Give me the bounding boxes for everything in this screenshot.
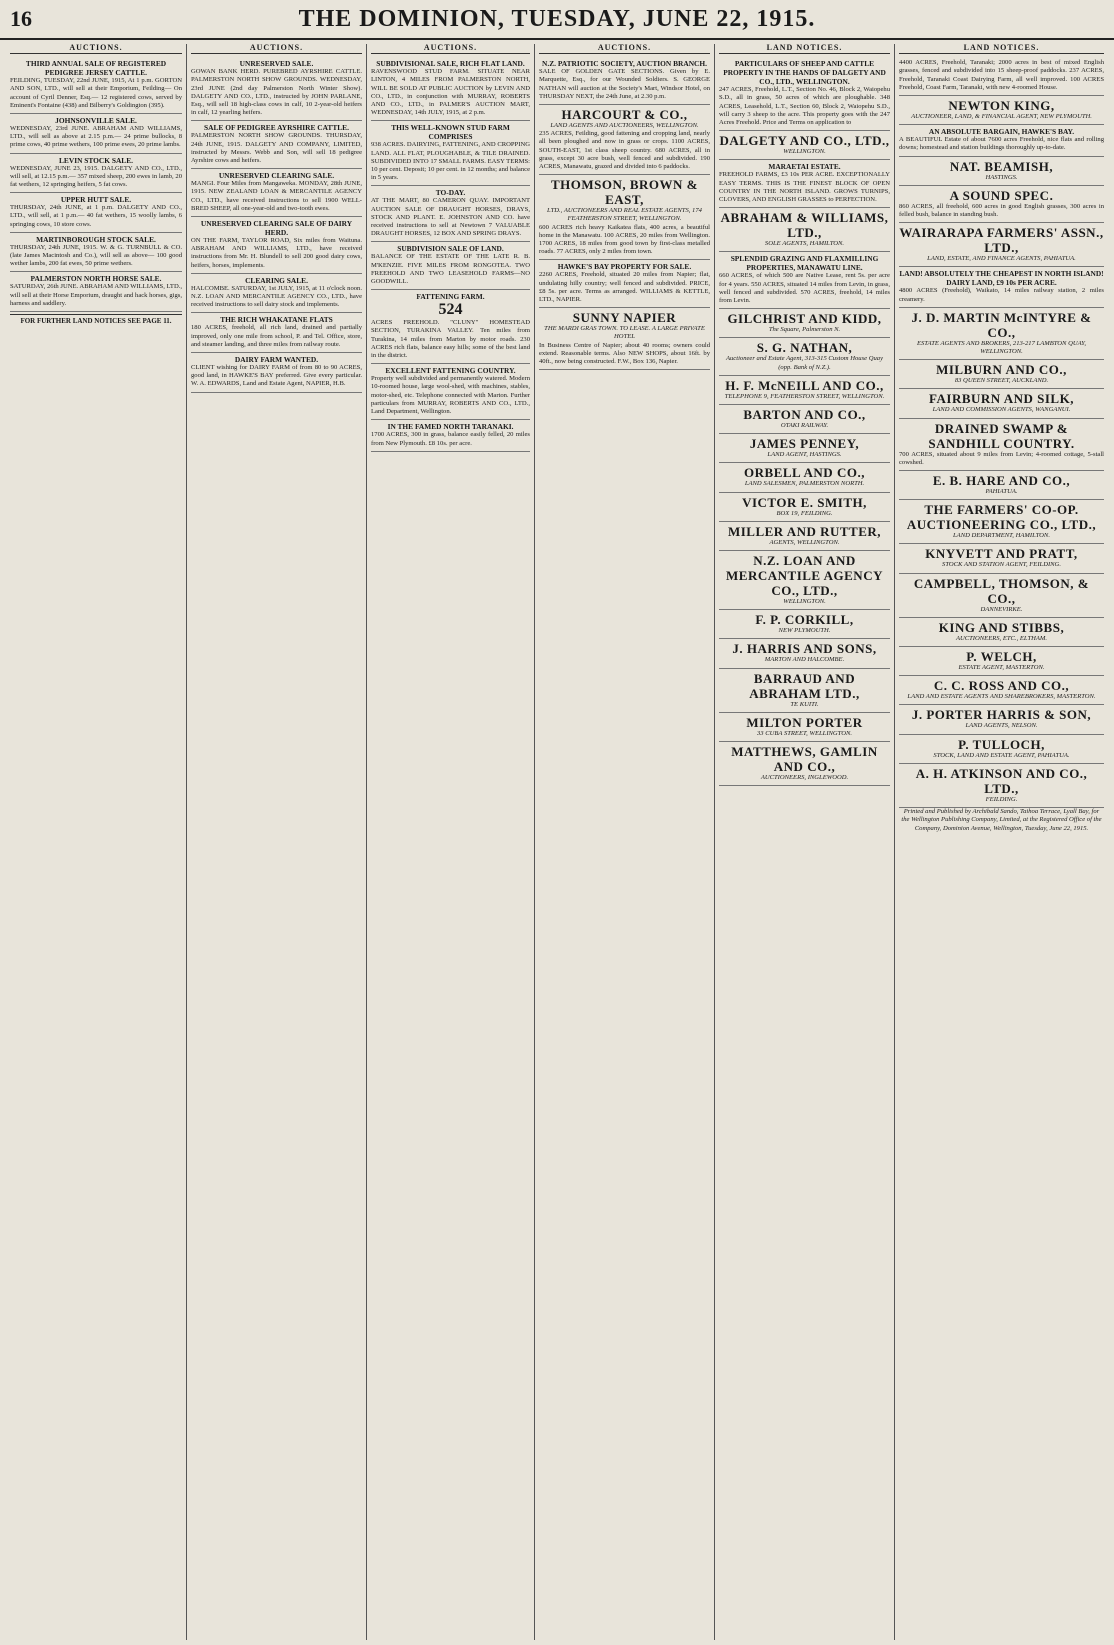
- ad-title: HARCOURT & CO.,: [561, 107, 688, 123]
- ad-body-text: 4400 ACRES, Freehold, Taranaki; 2000 acres in best of mixed English grasses, fenced and subdivided into 15 sheep-proof paddocks. 237 ACRES, Freehold, Taranaki Coast Dairying Farm, all well improved. 100 ACRES Freehold, Coast Farm, Taranaki, with new 4-roomed House.: [899, 59, 1104, 91]
- advertisement: [719, 252, 890, 309]
- advertisement: [10, 233, 182, 273]
- ad-title: P. TULLOCH,: [958, 736, 1045, 752]
- columns-area: [6, 44, 1108, 1640]
- ad-subtitle: STOCK, LAND AND ESTATE AGENT, PAHIATUA.: [933, 751, 1070, 759]
- ad-body-text: 2260 ACRES, Freehold, situated 20 miles from Napier; flat, undulating hilly country; well fenced and subdivided. PRICE, £8 5s. per acre. Terms as arranged. WILLIAMS & KETTLE, LTD., NAPIER.: [539, 271, 710, 304]
- advertisement: [719, 639, 890, 668]
- ad-subtitle: LAND, ESTATE, AND FINANCE AGENTS, PAHIATUA.: [927, 255, 1076, 263]
- ad-subtitle: WELLINGTON.: [783, 598, 826, 606]
- masthead: [0, 0, 1114, 40]
- ad-heading: DAIRY FARM WANTED.: [234, 355, 319, 365]
- ad-subtitle: LAND AGENTS, NELSON.: [965, 722, 1038, 730]
- ad-heading: SPLENDID GRAZING AND FLAXMILLING PROPERTIES, MANAWATU LINE.: [730, 254, 879, 273]
- advertisement: [719, 405, 890, 434]
- ad-body-text: 860 ACRES, all freehold, 600 acres in good English grasses, 300 acres in felled bush, balance in standing bush.: [899, 202, 1104, 219]
- ad-subtitle: NEW PLYMOUTH.: [778, 627, 831, 635]
- page-reference-footer: FOR FURTHER LAND NOTICES SEE PAGE 11.: [10, 314, 182, 325]
- ad-title: DALGETY AND CO., LTD.,: [719, 133, 890, 149]
- ad-heading: THE RICH WHAKATANE FLATS: [220, 315, 333, 325]
- ad-heading: SALE OF PEDIGREE AYRSHIRE CATTLE.: [204, 123, 349, 133]
- advertisement: [10, 272, 182, 312]
- advertisement: [899, 267, 1104, 307]
- ad-subtitle: MARTON AND HALCOMBE.: [764, 656, 845, 664]
- ad-heading: TO-DAY.: [435, 188, 466, 198]
- ad-title: MILBURN AND CO.,: [936, 362, 1067, 378]
- ad-subtitle: ESTATE AGENT, MASTERTON.: [958, 664, 1045, 672]
- column-2: [186, 44, 366, 1640]
- ad-heading: IN THE FAMED NORTH TARANAKI.: [387, 422, 514, 432]
- advertisement: [371, 242, 530, 290]
- ad-title: E. B. HARE AND CO.,: [932, 473, 1071, 489]
- column-5: [714, 44, 894, 1640]
- ad-title: A. H. ATKINSON AND CO., LTD.,: [915, 765, 1088, 796]
- advertisement: [191, 169, 362, 217]
- ad-body-text: Property well subdivided and permanently watered. Modern 10-roomed house, large wool-shed, with machines, stables, motor-shed, etc. Telephone connected with Marton. Further particulars from MURRAY, ROBERTS AND CO., LTD., Land Department, Wellington.: [371, 375, 530, 416]
- newspaper-title: THE DOMINION, TUESDAY, JUNE 22, 1915.: [298, 6, 816, 32]
- ad-subtitle: AGENTS, WELLINGTON.: [769, 538, 840, 546]
- ad-title: NEWTON KING,: [948, 98, 1055, 114]
- ad-title: P. WELCH,: [966, 649, 1037, 665]
- ad-title: MILLER AND RUTTER,: [727, 523, 882, 539]
- ad-body-text: WEDNESDAY, JUNE 23, 1915. DALGETY AND CO., LTD., will sell, at 12.15 p.m.— 357 mixed sheep, 200 ewes in lamb, 20 fat wethers, 12 springing heifers, 5 fat cows.: [10, 164, 182, 189]
- ad-heading: SUBDIVISION SALE OF LAND.: [397, 244, 504, 254]
- column-heading: AUCTIONS.: [539, 44, 710, 54]
- ad-title: J. HARRIS AND SONS,: [732, 641, 877, 657]
- ad-title: CAMPBELL, THOMSON, & CO.,: [913, 575, 1090, 606]
- advertisement: [371, 290, 530, 364]
- ad-subtitle: AUCTIONEERS, INGLEWOOD.: [760, 774, 849, 782]
- ad-subtitle: PAHIATUA.: [985, 488, 1018, 496]
- ad-body-text: FREEHOLD FARMS, £3 10s PER ACRE. EXCEPTIONALLY EASY TERMS. THIS IS THE FINEST BLOCK OF OPEN COUNTRY IN THE NORTH ISLAND. GROWS TURNIPS, CLOVERS, AND ENGLISH GRASSES to PERFECTION.: [719, 171, 890, 204]
- advertisement: [899, 618, 1104, 647]
- advertisement: [899, 544, 1104, 573]
- advertisement: [10, 193, 182, 233]
- advertisement: [371, 57, 530, 121]
- advertisement: [899, 705, 1104, 734]
- column-heading: LAND NOTICES.: [899, 44, 1104, 54]
- ad-body-text: GOWAN BANK HERD. PUREBRED AYRSHIRE CATTLE. PALMERSTON NORTH SHOW GROUNDS. WEDNESDAY, 23rd JUNE (2nd day Palmerston North Winter Show). DALGETY AND CO., LTD., instructed by JOHN PARLANE, Esq., will sell 18 high-class cows in calf, 10 2-year-old heifers in calf, 12 yearling heifers.: [191, 68, 362, 117]
- ad-title: JAMES PENNEY,: [749, 436, 860, 452]
- ad-heading: UNRESERVED CLEARING SALE OF DAIRY HERD.: [200, 219, 353, 238]
- ad-subtitle: THE MARDI GRAS TOWN. TO LEASE. A LARGE PRIVATE HOTEL: [544, 325, 705, 341]
- advertisement: [191, 274, 362, 314]
- ad-title: N.Z. LOAN AND MERCANTILE AGENCY CO., LTD.,: [726, 553, 883, 599]
- ad-subtitle: AUCTIONEERS, ETC., ELTHAM.: [955, 634, 1048, 642]
- advertisement: [539, 57, 710, 105]
- ad-subtitle: LAND AGENT, HASTINGS.: [767, 451, 842, 459]
- advertisement: [899, 57, 1104, 96]
- ad-subtitle: BOX 19, FEILDING.: [776, 509, 833, 517]
- advertisement: [10, 154, 182, 194]
- advertisement: [899, 735, 1104, 764]
- ad-subtitle: LTD., AUCTIONEERS AND REAL ESTATE AGENTS, 174 FEATHERSTON STREET, WELLINGTON.: [547, 207, 702, 223]
- ad-heading: LAND! ABSOLUTELY THE CHEAPEST IN NORTH ISLAND! DAIRY LAND, £9 10s PER ACRE.: [899, 269, 1104, 288]
- ad-subtitle: ESTATE AGENTS AND BROKERS, 213-217 LAMBTON QUAY, WELLINGTON.: [916, 339, 1086, 356]
- ad-title: SUNNY NAPIER: [572, 310, 677, 326]
- ad-body-text: THURSDAY, 24th JUNE, at 1 p.m. DALGETY AND CO., LTD., will sell, at 1 p.m.— 40 fat wethers, 15 woolly lambs, 6 springing cows, 10 store cows.: [10, 204, 182, 228]
- advertisement: [539, 308, 710, 370]
- advertisement: [191, 121, 362, 169]
- ad-body-text: 938 ACRES. DAIRYING, FATTENING, AND CROPPING LAND. ALL FLAT, PLOUGHABLE, & TILE DRAINED. SUBDIVIDED INTO 17 SMALL FARMS. EASY TERMS: 10 per cent. Deposit; 10 per cent. in 12 months; and balance in 5 years.: [371, 141, 530, 182]
- ad-title: KING AND STIBBS,: [938, 619, 1065, 635]
- ad-title: J. D. MARTIN McINTYRE & CO.,: [911, 309, 1092, 340]
- column-4: [534, 44, 714, 1640]
- ad-body-text: WEDNESDAY, 23rd JUNE. ABRAHAM AND WILLIAMS, LTD., will sell as above at 2.15 p.m.— 24 prime bullocks, 8 prime cows, 40 prime wethers, 100 prime ewes, 20 prime lambs.: [10, 125, 182, 149]
- ad-heading: SUBDIVISIONAL SALE, RICH FLAT LAND.: [376, 59, 525, 69]
- advertisement: [719, 376, 890, 405]
- ad-body-text: A BEAUTIFUL Estate of about 7600 acres Freehold, nice flats and rolling downs; homestead and station buildings thoroughly up-to-date.: [899, 136, 1104, 152]
- ad-subtitle: LAND AND ESTATE AGENTS AND SHAREBROKERS, MASTERTON.: [907, 693, 1096, 701]
- ad-subtitle: OTAKI RAILWAY.: [780, 422, 829, 430]
- ad-heading: CLEARING SALE.: [245, 275, 308, 285]
- ad-title: BARRAUD AND ABRAHAM LTD.,: [749, 670, 860, 701]
- ad-title: KNYVETT AND PRATT,: [925, 546, 1078, 562]
- advertisement: [191, 353, 362, 393]
- ad-heading: AN ABSOLUTE BARGAIN, HAWKE'S BAY.: [928, 127, 1075, 137]
- advertisement: [899, 500, 1104, 544]
- ad-body-text: ON THE FARM, TAYLOR ROAD, Six miles from Waituna. ABRAHAM AND WILLIAMS, LTD., have received instructions from Mr. H. Blundell to sell 200 good dairy cows, heifers, horses, implements.: [191, 237, 362, 269]
- advertisement: [899, 360, 1104, 389]
- ad-title: F. P. CORKILL,: [755, 612, 854, 628]
- advertisement: [899, 647, 1104, 676]
- ad-body-text: 4800 ACRES (Freehold), Waikato, 14 miles railway station, 2 miles creamery.: [899, 287, 1104, 303]
- ad-heading: HAWKE'S BAY PROPERTY FOR SALE.: [557, 262, 692, 272]
- advertisement: [719, 610, 890, 639]
- advertisement: [719, 309, 890, 338]
- advertisement: [899, 308, 1104, 360]
- ad-title: FAIRBURN AND SILK,: [929, 391, 1074, 407]
- ad-title: GILCHRIST AND KIDD,: [727, 311, 882, 327]
- advertisement: [719, 493, 890, 522]
- advertisement: [899, 574, 1104, 618]
- advertisement: [10, 57, 182, 114]
- ad-title: BARTON AND CO.,: [743, 407, 866, 423]
- ad-subtitle: TE KUITI.: [790, 700, 819, 708]
- ad-heading: THIS WELL-KNOWN STUD FARM COMPRISES: [391, 123, 510, 142]
- page-number: 16: [10, 6, 32, 31]
- advertisement: [899, 471, 1104, 500]
- advertisement: [371, 186, 530, 242]
- ad-body-text: AT THE MART, 80 CAMERON QUAY. IMPORTANT AUCTION SALE OF DRAUGHT HORSES, DRAYS, STOCK AND PLANT. E. JOHNSTON AND CO. have received instructions to sell at Newtown 7 VALUABLE DRAUGHT HORSES, 12 BOX AND SPRING DRAYS.: [371, 197, 530, 238]
- advertisement: [539, 175, 710, 260]
- ad-title: MILTON PORTER: [746, 714, 863, 730]
- advertisement: [899, 96, 1104, 125]
- ad-heading: FATTENING FARM.: [416, 292, 485, 302]
- ad-title: A SOUND SPEC.: [949, 187, 1054, 203]
- ad-subtitle: HASTINGS.: [985, 173, 1018, 181]
- ad-heading: JOHNSONVILLE SALE.: [55, 116, 137, 126]
- column-6: [894, 44, 1108, 1640]
- column-3: [366, 44, 534, 1640]
- ad-body-text: SALE OF GOLDEN GATE SECTIONS. Given by E. Marquette, Esq., for our Wounded Soldiers. S. GEORGE NATHAN will auction at the Society's Mart, Windsor Hotel, on THURSDAY NEXT, the 24th June, at 2.30 p.m.: [539, 68, 710, 100]
- advertisement: [899, 157, 1104, 186]
- ad-title: WAIRARAPA FARMERS' ASSN., LTD.,: [899, 225, 1104, 256]
- column-heading: AUCTIONS.: [371, 44, 530, 54]
- advertisement: [899, 223, 1104, 267]
- advertisement: [371, 364, 530, 420]
- ad-title: ORBELL AND CO.,: [744, 465, 865, 481]
- advertisement: [899, 389, 1104, 418]
- ad-subtitle: LAND SALESMEN, PALMERSTON NORTH.: [744, 480, 865, 488]
- advertisement: [539, 105, 710, 175]
- advertisement: [719, 338, 890, 375]
- ad-body-text: 1700 ACRES, 300 in grass, balance easily felled, 20 miles from New Plymouth. £8 10s. per acre.: [371, 431, 530, 447]
- ad-body-text: RAVENSWOOD STUD FARM. SITUATE NEAR LINTON, 4 MILES FROM PALMERSTON NORTH, WILL BE SOLD AT PUBLIC AUCTION by LEVIN AND CO., LTD., in conjunction with MURRAY, ROBERTS AND CO., LTD., in PALMER'S AUCTION MART, WEDNESDAY, 14th JULY, 1915, at 2 p.m.: [371, 68, 530, 117]
- column-heading: LAND NOTICES.: [719, 44, 890, 54]
- ad-headline-number: 524: [438, 301, 463, 319]
- ad-title: THOMSON, BROWN & EAST,: [550, 177, 699, 208]
- ad-title: VICTOR E. SMITH,: [742, 494, 867, 510]
- ad-subtitle: TELEPHONE 9, FEATHERSTON STREET, WELLINGTON.: [724, 392, 885, 400]
- advertisement: [371, 420, 530, 451]
- advertisement: [719, 160, 890, 208]
- ad-subtitle: STOCK AND STATION AGENT, FEILDING.: [942, 561, 1061, 569]
- advertisement: [539, 260, 710, 308]
- ad-body-text: 180 ACRES, freehold, all rich land, drained and partially improved, only one mile from school, P. and Tel. Office, store, and steamer landing, and three miles from railway route.: [191, 324, 362, 348]
- advertisement: [899, 764, 1104, 808]
- advertisement: [719, 742, 890, 786]
- advertisement: [899, 676, 1104, 705]
- ad-body-text: 600 ACRES rich heavy Kaikatea flats, 400 acres, a beautiful home in the Manawatu. 100 ACRES, 20 miles from Wellington. 1700 ACRES, 18 miles from good town by first-class metalled roads. 77 ACRES, only 2 miles from town.: [539, 223, 710, 256]
- ad-title: H. F. McNEILL AND CO.,: [725, 377, 884, 393]
- ad-title: ABRAHAM & WILLIAMS, LTD.,: [720, 210, 889, 241]
- printer-imprint: Printed and Published by Archibald Sando, Taihoa Terrace, Lyall Bay, for the Wellington Publishing Company, Limited, at the Registered Office of the Company, Dominion Avenue, Wellington, Tuesday, June 22, 1915.: [901, 808, 1102, 832]
- ad-body-text: THURSDAY, 24th JUNE, 1915. W. & G. TURNBULL & CO. (late James Macintosh and Co.), will sell as above— 100 good wether lambs, 200 fat ewes, 50 prime wethers.: [10, 243, 182, 268]
- ad-body-text: In Business Centre of Napier; about 40 rooms; owners could extend. Reasonable terms. Also NEW SHOPS, about 16ft. by 40ft., now being constructed. F.W., Box 136, Napier.: [539, 341, 710, 366]
- advertisement: [719, 669, 890, 713]
- ad-subtitle: LAND DEPARTMENT, HAMILTON.: [953, 532, 1050, 540]
- ad-subtitle: DANNEVIRKE.: [980, 605, 1023, 613]
- ad-body-text: 700 ACRES, situated about 9 miles from Levin; 4-roomed cottage, 5-stall cowshed.: [899, 450, 1104, 466]
- advertisement: [371, 121, 530, 186]
- ad-body-text: 660 ACRES, of which 500 are Native Lease, rent 5s. per acre for 4 years. 550 ACRES, situated 14 miles from Levin, in grass, well fenced and subdivided. 570 ACRES, freehold, 14 miles from Levin.: [719, 272, 890, 305]
- advertisement: [719, 57, 890, 131]
- ad-subtitle: LAND AND COMMISSION AGENTS, WANGANUI.: [932, 406, 1071, 414]
- ad-heading: THIRD ANNUAL SALE OF REGISTERED PEDIGREE JERSEY CATTLE.: [25, 59, 167, 78]
- ad-heading: PARTICULARS OF SHEEP AND CATTLE PROPERTY IN THE HANDS OF DALGETY AND CO., LTD., WELLINGTON.: [723, 59, 886, 87]
- advertisement: [719, 463, 890, 492]
- ad-title: MATTHEWS, GAMLIN AND CO.,: [731, 744, 878, 775]
- column-heading: AUCTIONS.: [191, 44, 362, 54]
- ad-heading: LEVIN STOCK SALE.: [59, 155, 133, 165]
- ad-subtitle: WELLINGTON.: [783, 148, 826, 156]
- advertisement: [719, 434, 890, 463]
- ad-heading: UNRESERVED SALE.: [239, 59, 314, 69]
- advertisement: [899, 125, 1104, 156]
- ad-body-text: 247 ACRES, Freehold, L.T., Section No. 46, Block 2, Waiopehu S.D., all in grass, 50 acres of which are ploughable. 348 ACRES, Leasehold, L.T., Section 60, Block 2, Waiopehu S.D., will carry 3 sheep to the acre. This property goes with the 247 Acres Freehold. Price and Terms on application to: [719, 86, 890, 127]
- advertisement: [719, 522, 890, 551]
- ad-subtitle: SOLE AGENTS, HAMILTON.: [764, 240, 845, 248]
- ad-heading: UNRESERVED CLEARING SALE.: [218, 171, 335, 181]
- ad-body-text: SATURDAY, 26th JUNE. ABRAHAM AND WILLIAMS, LTD., will sell at their Horse Emporium, draught and hack horses, gigs, harness and saddlery.: [10, 283, 183, 307]
- ad-subtitle: Auctioneer and Estate Agent, 313-315 Custom House Quay (opp. Bank of N.Z.).: [725, 355, 883, 371]
- ad-heading: MARAETAI ESTATE.: [768, 162, 841, 172]
- ad-subtitle: The Square, Palmerston N.: [768, 326, 841, 334]
- advertisement: [10, 114, 182, 154]
- ad-title: DRAINED SWAMP & SANDHILL COUNTRY.: [928, 420, 1075, 451]
- ad-heading: EXCELLENT FATTENING COUNTRY.: [385, 366, 516, 376]
- ad-title: S. G. NATHAN,: [756, 340, 853, 356]
- ad-title: C. C. ROSS AND CO.,: [933, 678, 1070, 694]
- advertisement: [899, 186, 1104, 223]
- ad-heading: PALMERSTON NORTH HORSE SALE.: [30, 274, 162, 284]
- ad-body-text: 235 ACRES, Feilding, good fattening and cropping land, nearly all been ploughed and now in grass or crops. 1100 ACRES, SOUTH-EAST, 1st class sheep country. 680 ACRES, all in grass, except 30 acre bush, well fenced and subdivided. 190 ACRES, Manawatu, grazed and divided into 6 paddocks.: [539, 130, 710, 171]
- ad-body-text: CLIENT wishing for DAIRY FARM of from 80 to 90 ACRES, good land, in HAWKE'S BAY preferred. Give every particular. W. A. EDWARDS, Land and Estate Agent, NAPIER, H.B.: [191, 364, 362, 388]
- advertisement: [191, 57, 362, 121]
- advertisement: [719, 131, 890, 160]
- ad-subtitle: 33 CUBA STREET, WELLINGTON.: [756, 729, 853, 737]
- ad-subtitle: FEILDING.: [985, 795, 1018, 803]
- ad-body-text: HALCOMBE. SATURDAY, 1st JULY, 1915, at 11 o'clock noon. N.Z. LOAN AND MERCANTILE AGENCY CO., LTD., have received instructions to sell dairy stock and implements.: [191, 284, 362, 309]
- ad-title: NAT. BEAMISH,: [949, 158, 1054, 174]
- ad-subtitle: AUCTIONEER, LAND, & FINANCIAL AGENT, NEW PLYMOUTH.: [911, 113, 1092, 121]
- ad-title: J. PORTER HARRIS & SON,: [911, 707, 1092, 723]
- ad-subtitle: 83 QUEEN STREET, AUCKLAND.: [954, 377, 1049, 385]
- advertisement: [191, 313, 362, 353]
- column-heading: AUCTIONS.: [10, 44, 182, 54]
- advertisement: [719, 551, 890, 610]
- ad-body-text: MANGI. Four Miles from Mangaweka. MONDAY, 28th JUNE, 1915. NEW ZEALAND LOAN & MERCANTILE AGENCY CO., LTD., have received instructions to sell 1900 WELL-BRED SHEEP, all one-year-old and two-tooth ewes.: [191, 180, 362, 212]
- ad-heading: N.Z. PATRIOTIC SOCIETY, AUCTION BRANCH.: [542, 59, 707, 69]
- ad-body-text: FEILDING, TUESDAY, 22nd JUNE, 1915, At 1 p.m. GORTON AND SON, LTD., will sell at their Emporium, Feilding— On account of Cyril Denner, Esq.— 12 registered cows, served by Eminent's Fontaine (438) and Bilberry's Goldington (395).: [10, 77, 182, 109]
- ad-heading: UPPER HUTT SALE.: [60, 195, 132, 205]
- ad-body-text: BALANCE OF THE ESTATE OF THE LATE R. B. M'KENZIE. FIVE MILES FROM RONGOTEA. TWO FREEHOLD AND TWO LEASEHOLD FARMS—NO GOODWILL.: [371, 253, 530, 286]
- ad-body-text: ACRES FREEHOLD. "CLUNY" HOMESTEAD SECTION, TURAKINA VALLEY. Ten miles from Turakina, 14 miles from Marton by motor roads. 230 ACRES rich flats, balance easy hills; some of the best land in the district.: [371, 319, 530, 360]
- ad-title: THE FARMERS' CO-OP. AUCTIONEERING CO., LTD.,: [906, 502, 1097, 533]
- column-1: [6, 44, 186, 1640]
- ad-subtitle: LAND AGENTS AND AUCTIONEERS, WELLINGTON.: [550, 122, 699, 130]
- advertisement: [719, 208, 890, 252]
- ad-heading: MARTINBOROUGH STOCK SALE.: [36, 234, 156, 244]
- advertisement: [191, 217, 362, 274]
- advertisement: [899, 419, 1104, 471]
- advertisement: [719, 713, 890, 742]
- ad-body-text: PALMERSTON NORTH SHOW GROUNDS. THURSDAY, 24th JUNE, 1915. DALGETY AND COMPANY, LIMITED, instructed by Messrs. Webb and Son, will sell 18 pedigree Ayrshire cows and heifers.: [191, 132, 362, 165]
